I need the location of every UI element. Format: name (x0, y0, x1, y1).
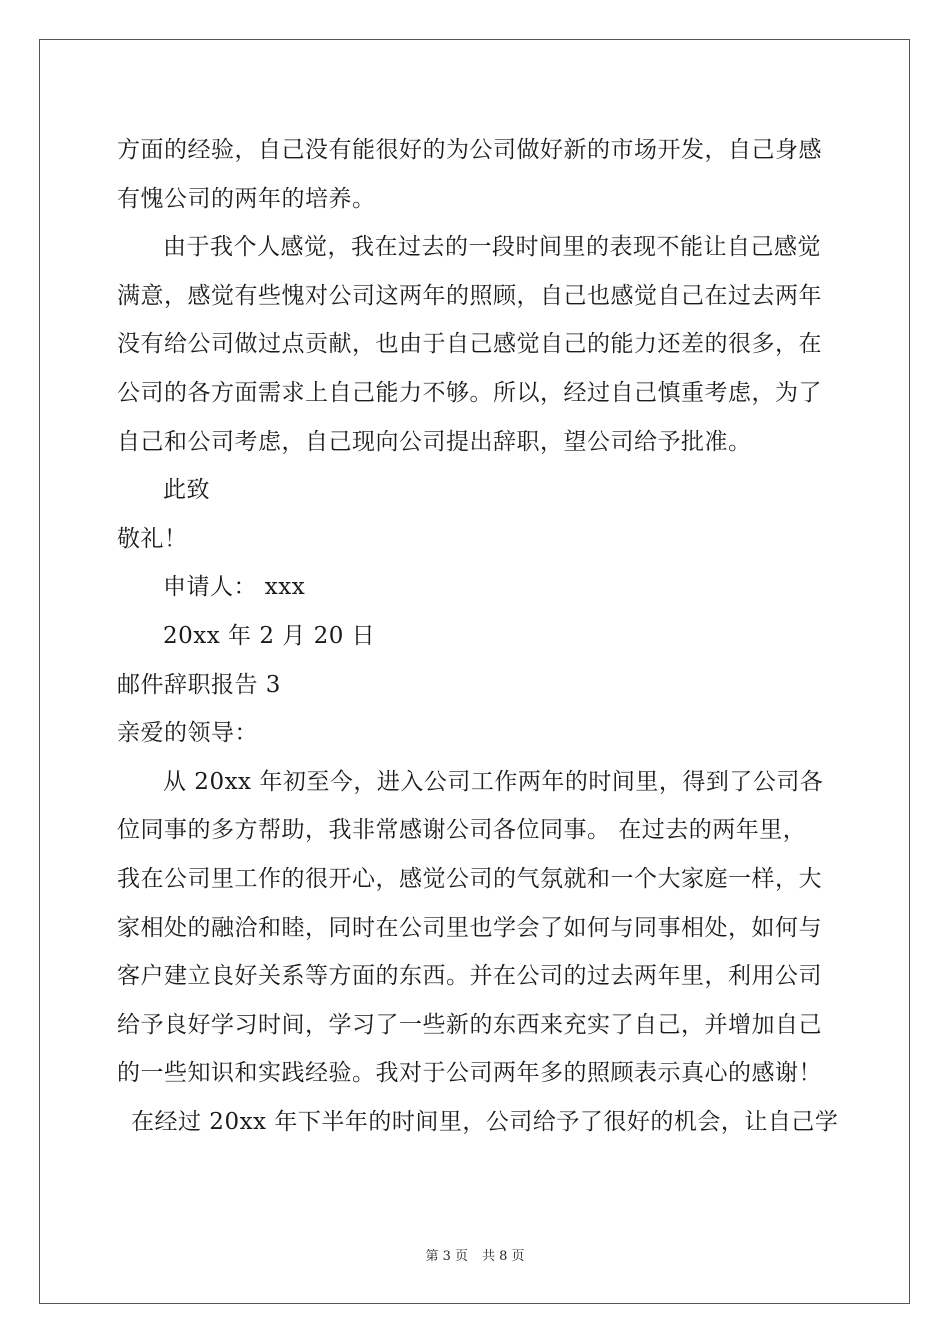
paragraph-start: 从 20xx 年初至今，进入公司工作两年的时间里，得到了公司各 (163, 768, 824, 795)
text-line: 我在公司里工作的很开心，感觉公司的气氛就和一个大家庭一样，大 (117, 865, 822, 892)
paragraph-start: 在经过 20xx 年下半年的时间里，公司给予了很好的机会，让自己学 (131, 1108, 839, 1135)
page-number: 第 3 页 (425, 1249, 468, 1264)
paragraph-start: 由于我个人感觉，我在过去的一段时间里的表现不能让自己感觉 (163, 234, 821, 261)
text-line: 方面的经验，自己没有能很好的为公司做好新的市场开发，自己身感 (117, 137, 822, 163)
section-heading: 邮件辞职报告 3 (117, 671, 281, 698)
text-line: 公司的各方面需求上自己能力不够。所以，经过自己慎重考虑，为了 (117, 379, 822, 406)
date-line: 20xx 年 2 月 20 日 (163, 622, 376, 649)
text-line: 给予良好学习时间，学习了一些新的东西来充实了自己，并增加自己 (117, 1011, 822, 1038)
greeting: 亲爱的领导： (117, 720, 258, 747)
text-line: 的一些知识和实践经验。我对于公司两年多的照顾表示真心的感谢！ (117, 1060, 822, 1087)
text-line: 客户建立良好关系等方面的东西。并在公司的过去两年里，利用公司 (117, 963, 822, 990)
applicant-line: 申请人： xxx (163, 574, 306, 601)
text-line: 自己和公司考虑，自己现向公司提出辞职，望公司给予批准。 (117, 428, 752, 455)
document-body (117, 126, 839, 1146)
text-line: 有愧公司的两年的培养。 (117, 185, 376, 212)
text-line: 位同事的多方帮助，我非常感谢公司各位同事。 在过去的两年里， (117, 817, 807, 844)
salutation-closing: 敬礼！ (117, 525, 188, 552)
page-total: 共 8 页 (482, 1249, 525, 1264)
text-line: 满意，感觉有些愧对公司这两年的照顾，自己也感觉自己在过去两年 (117, 282, 822, 309)
closing-phrase: 此致 (163, 477, 210, 504)
page-footer (0, 1248, 950, 1266)
text-line: 家相处的融洽和睦，同时在公司里也学会了如何与同事相处，如何与 (117, 914, 822, 941)
text-line: 没有给公司做过点贡献，也由于自己感觉自己的能力还差的很多，在 (117, 331, 822, 358)
